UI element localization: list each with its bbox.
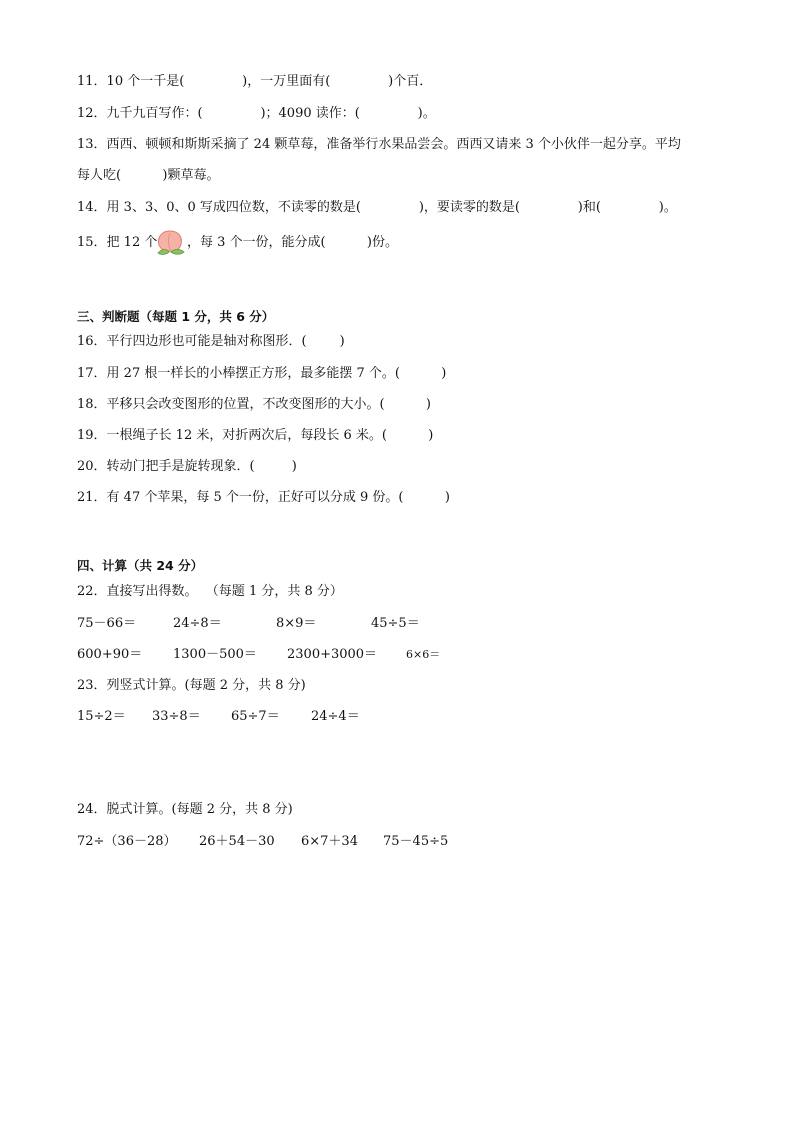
fill-in-q12: 12．九千九百写作：( )；4090 读作：( )。 <box>77 106 436 121</box>
calc-item: 33÷8＝ <box>152 709 201 724</box>
calc-q23-row <box>77 708 360 726</box>
calc-item: 26＋54－30 <box>199 834 275 849</box>
calc-item: 6×6＝ <box>406 648 441 661</box>
calc-q22-row2 <box>77 646 441 664</box>
calc-item: 75－66＝ <box>77 616 137 631</box>
fill-in-q11: 11．10 个一千是( )，一万里面有( )个百． <box>77 74 433 89</box>
fill-in-q14: 14．用 3、3、0、0 写成四位数，不读零的数是( )，要读零的数是( )和( )。 <box>77 200 677 215</box>
calc-item: 1300－500＝ <box>173 647 257 662</box>
fill-in-q13-line2: 每人吃( )颗草莓。 <box>77 168 220 183</box>
calc-q23: 23．列竖式计算。(每题 2 分，共 8 分) <box>77 678 306 693</box>
fill-in-q15-after: ，每 3 个一份，能分成( )份。 <box>187 235 399 250</box>
calc-item: 75－45÷5 <box>383 834 449 849</box>
calc-heading: 四、计算（共 24 分） <box>77 558 204 573</box>
calc-q24: 24．脱式计算。(每题 2 分，共 8 分) <box>77 802 293 817</box>
fill-in-q15-before: 15．把 12 个 <box>77 235 158 250</box>
peach-icon <box>153 227 187 257</box>
calc-item: 2300+3000＝ <box>287 647 378 662</box>
calc-q24-row <box>77 833 449 851</box>
judge-q18: 18．平移只会改变图形的位置，不改变图形的大小。( ) <box>77 397 432 412</box>
calc-item: 24÷4＝ <box>311 709 360 724</box>
calc-item: 600+90＝ <box>77 647 143 662</box>
calc-item: 15÷2＝ <box>77 709 126 724</box>
calc-item: 8×9＝ <box>276 616 317 631</box>
calc-item: 72÷（36－28） <box>77 834 177 849</box>
judge-heading: 三、判断题（每题 1 分，共 6 分） <box>77 309 275 324</box>
calc-item: 6×7＋34 <box>301 834 358 849</box>
judge-q20: 20．转动门把手是旋转现象．( ) <box>77 459 297 474</box>
calc-q22-row1 <box>77 615 420 633</box>
judge-q21: 21．有 47 个苹果，每 5 个一份，正好可以分成 9 份。( ) <box>77 490 450 505</box>
calc-item: 24÷8＝ <box>173 616 222 631</box>
judge-q16: 16．平行四边形也可能是轴对称图形．( ) <box>77 334 345 349</box>
judge-q19: 19．一根绳子长 12 米，对折两次后，每段长 6 米。( ) <box>77 428 434 443</box>
calc-item: 65÷7＝ <box>231 709 280 724</box>
judge-q17: 17．用 27 根一样长的小棒摆正方形，最多能摆 7 个。( ) <box>77 366 447 381</box>
calc-item: 45÷5＝ <box>371 616 420 631</box>
calc-q22: 22．直接写出得数。 （每题 1 分，共 8 分） <box>77 584 343 599</box>
fill-in-q13-line1: 13．西西、顿顿和斯斯采摘了 24 颗草莓，准备举行水果品尝会。西西又请来 3 个小伙伴一起分享。平均 <box>77 137 681 152</box>
